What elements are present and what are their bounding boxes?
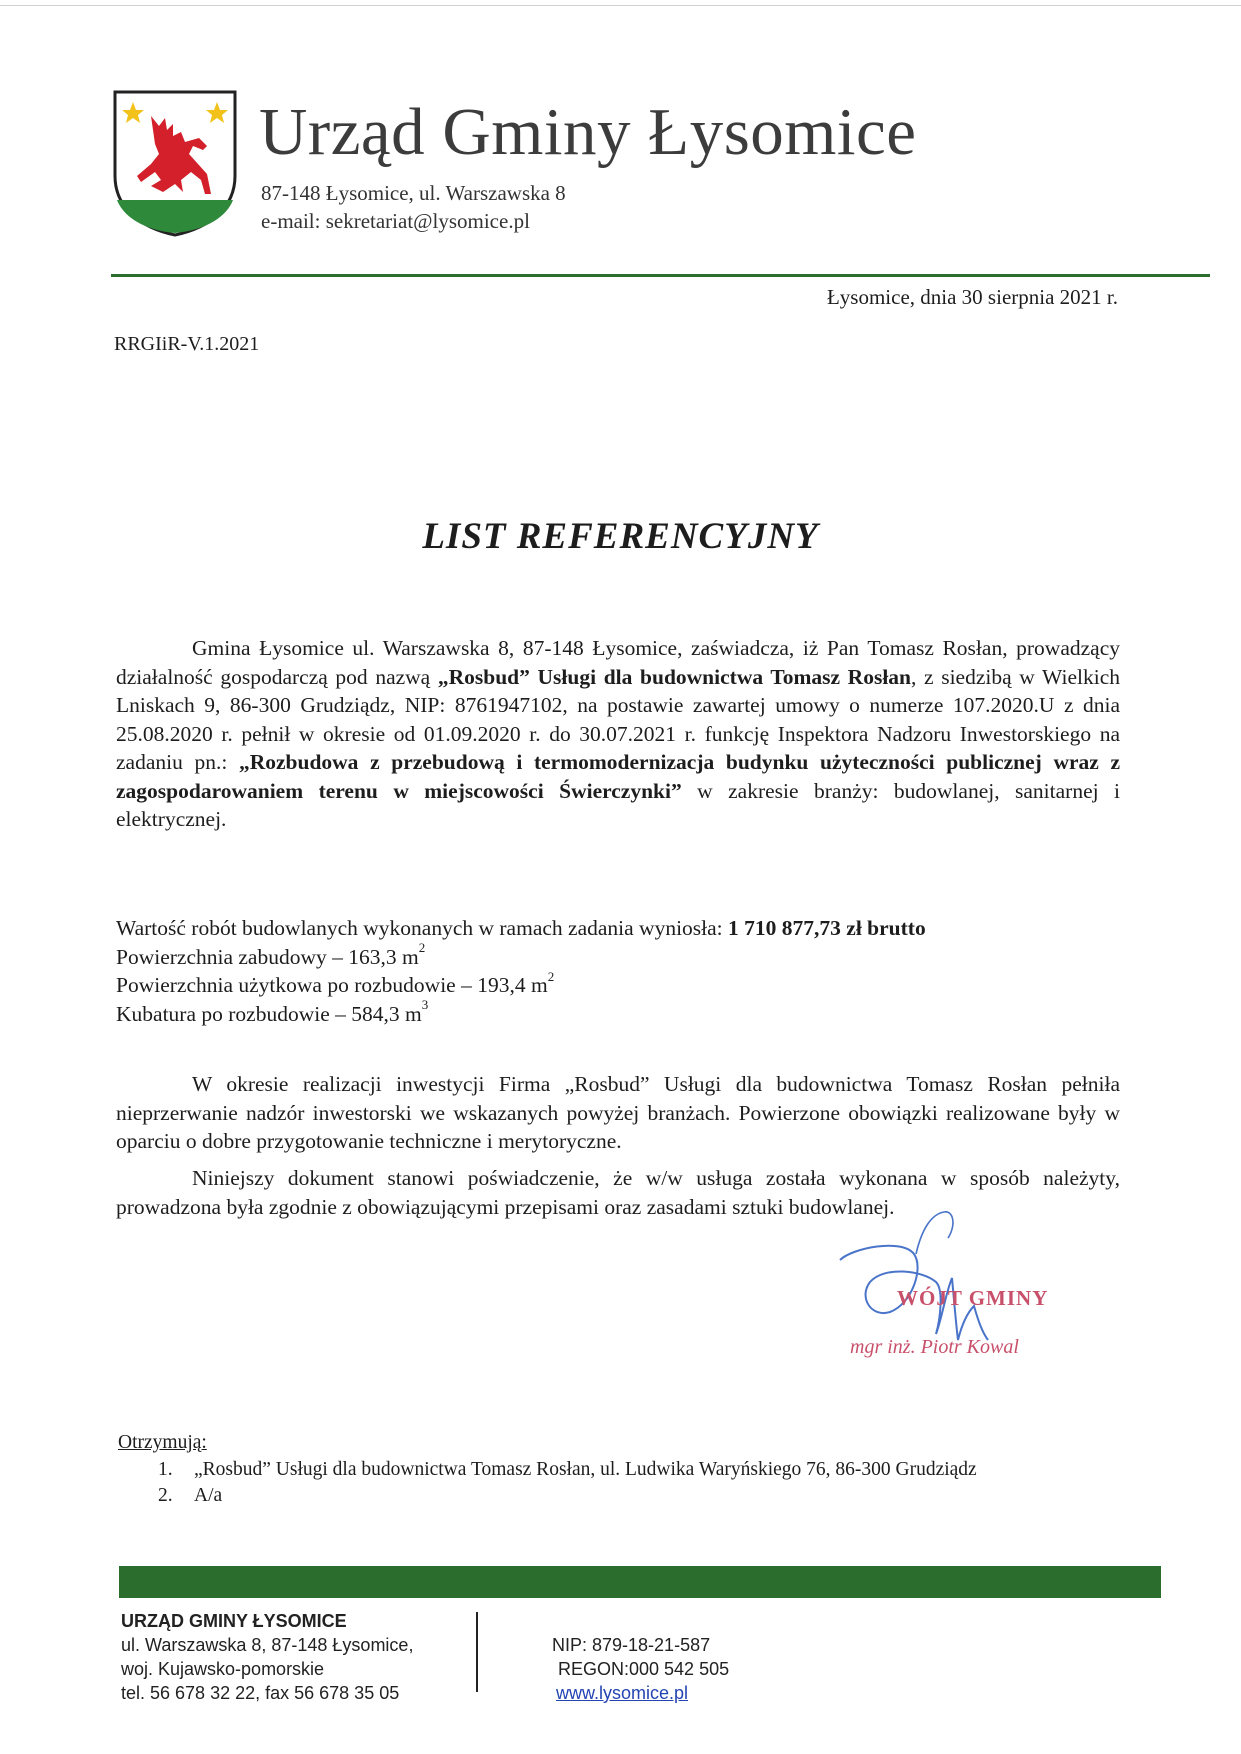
footer-org: URZĄD GMINY ŁYSOMICE [121,1611,347,1631]
list-item-text: „Rosbud” Usługi dla budownictwa Tomasz Rosłan, ul. Ludwika Waryńskiego 76, 86-300 Grudziądz [194,1459,977,1480]
recipients-list [158,1457,977,1509]
footer-right [552,1633,729,1705]
document-title: LIST REFERENCYJNY [422,516,819,557]
footer-regon: REGON:000 542 505 [558,1659,730,1679]
stamp-name: mgr inż. Piotr Kowal [850,1336,1019,1358]
footer-left [121,1609,413,1705]
volume-label: Kubatura po rozbudowie – 584,3 m [116,1001,422,1026]
organization-title: Urząd Gminy Łysomice [259,95,917,169]
volume-line [116,997,926,1029]
built-area-line [116,940,926,972]
recipients-label: Otrzymują: [118,1432,207,1453]
usable-area-exponent: 2 [547,968,555,984]
paragraph-attestation: Niniejszy dokument stanowi poświadczenie, że w/w usługa została wykonana w sposób należyty, prowadzona była zgodnie z obowiązującymi przepisami oraz zasadami sztuki budowlanej. [116,1166,1120,1219]
header-email: e-mail: sekretariat@lysomice.pl [261,209,530,233]
paragraph-certification [116,634,1120,834]
built-area-label: Powierzchnia zabudowy – 163,3 m [116,944,419,969]
footer-phone: tel. 56 678 32 22, fax 56 678 35 05 [121,1683,400,1703]
reference-number: RRGIiR-V.1.2021 [114,333,260,355]
paragraph1-middle: , z siedzibą w Wielkich Lniskach 9, 86-300 Grudziądz, NIP: 8761947102, na postawie zawartej umowy o numerze 107.2020.U z dnia 25.08.2020 r. pełnił w okresie od 01.09.2020 r. do 30.07.2021 r. funkcję Inspektora Nadzoru Inwestorskiego na zadaniu pn.: [116,664,1120,774]
usable-area-line [116,968,926,1000]
footer-nip: NIP: 879-18-21-587 [552,1635,711,1655]
stamp-role: WÓJT GMINY [897,1286,1049,1310]
company-name: „Rosbud” Usługi dla budownictwa Tomasz Rosłan [437,664,911,689]
footer-band [119,1566,1161,1598]
built-area-exponent: 2 [418,940,426,956]
task-name: „Rozbudowa z przebudową i termomodernizacja budynku użyteczności publicznej wraz z zagospodarowaniem terenu w miejscowości Świerczynki” [116,750,1120,803]
list-item-text: A/a [194,1485,223,1506]
coat-of-arms-icon [111,88,239,238]
website-link[interactable]: www.lysomice.pl [556,1683,689,1703]
contract-value-line [116,914,926,943]
contract-value: 1 710 877,73 zł brutto [728,916,926,940]
footer-address1: ul. Warszawska 8, 87-148 Łysomice, [121,1635,414,1655]
contract-value-label: Wartość robót budowlanych wykonanych w ramach zadania wyniosła: [116,916,729,940]
volume-exponent: 3 [421,997,429,1013]
place-and-date: Łysomice, dnia 30 sierpnia 2021 r. [826,285,1118,309]
paragraph-supervision: W okresie realizacji inwestycji Firma „Rosbud” Usługi dla budownictwa Tomasz Rosłan pełniła nieprzerwanie nadzór inwestorski we wskazanych powyżej branżach. Powierzone obowiązki realizowane były w oparciu o dobre przygotowanie techniczne i merytoryczne. [116,1072,1120,1153]
figures-block [116,914,926,1028]
header-address: 87-148 Łysomice, ul. Warszawska 8 [261,181,566,205]
list-item-number: 2. [158,1485,173,1506]
list-item [158,1457,977,1483]
paragraph1-end: w zakresie branży: budowlanej, sanitarnej i elektrycznej. [116,778,1120,831]
header-divider [111,274,1210,277]
list-item-number: 1. [158,1459,173,1480]
list-item [158,1483,977,1509]
usable-area-label: Powierzchnia użytkowa po rozbudowie – 193,4 m [116,973,548,997]
scan-edge-line [0,5,1241,6]
footer-divider [476,1612,478,1692]
footer-address2: woj. Kujawsko-pomorskie [121,1659,325,1679]
paragraph1-intro: Gmina Łysomice ul. Warszawska 8, 87-148 Łysomice, zaświadcza, iż Pan Tomasz Rosłan, prowadzący działalność gospodarczą pod nazwą [116,636,1120,689]
